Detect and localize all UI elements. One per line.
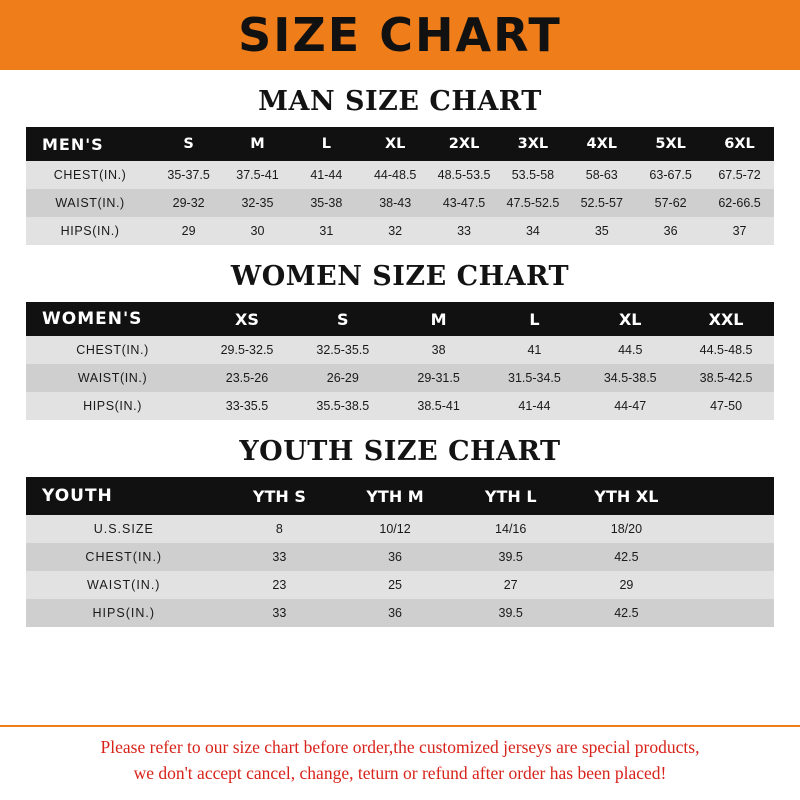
cell: 29.5-32.5	[220, 343, 274, 357]
column-header: 3XL	[517, 136, 549, 152]
cell: 48.5-53.5	[437, 168, 491, 182]
column-header: YTH M	[366, 486, 424, 506]
table-row	[26, 543, 774, 571]
table-row	[26, 336, 774, 364]
cell: 33	[272, 606, 287, 620]
cell: 38.5-42.5	[699, 371, 753, 385]
row-label: CHEST(IN.)	[53, 168, 127, 182]
table-row	[26, 364, 774, 392]
section-youth	[0, 436, 800, 627]
cell: 37.5-41	[236, 168, 279, 182]
section-title-women: WOMEN SIZE CHART	[230, 261, 570, 292]
cell: 52.5-57	[580, 196, 623, 210]
cell: 34	[525, 224, 540, 238]
table-row	[26, 217, 774, 245]
cell: 38	[431, 343, 446, 357]
cell: 57-62	[654, 196, 687, 210]
column-header: XS	[235, 309, 259, 329]
cell: 29	[181, 224, 196, 238]
cell: 42.5	[614, 550, 639, 564]
header-label-youth: YOUTH	[42, 486, 113, 506]
cell: 36	[388, 606, 402, 620]
cell: 39.5	[498, 606, 523, 620]
column-header: XL	[384, 136, 406, 152]
row-label: HIPS(IN.)	[83, 399, 142, 413]
cell: 38.5-41	[417, 399, 460, 413]
cell: 34.5-38.5	[603, 371, 657, 385]
column-header: M	[250, 136, 265, 152]
cell: 44-48.5	[373, 168, 417, 182]
row-label: HIPS(IN.)	[60, 224, 120, 238]
cell: 53.5-58	[511, 168, 555, 182]
cell: 33	[272, 550, 287, 564]
cell: 36	[663, 224, 678, 238]
cell: 44.5-48.5	[699, 343, 753, 357]
cell: 67.5-72	[718, 168, 761, 182]
cell-spacer	[684, 571, 774, 599]
cell: 38-43	[379, 196, 412, 210]
cell: 14/16	[495, 522, 527, 536]
cell: 32	[388, 224, 403, 238]
header-banner	[0, 0, 800, 70]
row-label: WAIST(IN.)	[77, 371, 148, 385]
cell: 27	[503, 578, 518, 592]
row-label: HIPS(IN.)	[92, 606, 155, 620]
column-header-spacer	[684, 477, 774, 515]
cell: 47-50	[710, 399, 743, 413]
footer-line-2: we don't accept cancel, change, teturn or refund after order has been placed!	[133, 762, 667, 783]
cell: 31	[319, 224, 334, 238]
cell: 30	[250, 224, 265, 238]
cell: 8	[275, 522, 283, 536]
cell: 35-38	[310, 196, 343, 210]
table-row	[26, 161, 774, 189]
cell: 32.5-35.5	[316, 343, 370, 357]
table-row	[26, 599, 774, 627]
cell: 44-47	[614, 399, 647, 413]
column-header: 2XL	[448, 136, 480, 152]
cell: 37	[732, 224, 747, 238]
section-man	[0, 86, 800, 245]
column-header: 5XL	[655, 136, 686, 152]
cell: 41-44	[310, 168, 343, 182]
cell: 35-37.5	[167, 168, 210, 182]
cell: 44.5	[618, 343, 643, 357]
table-row	[26, 571, 774, 599]
cell: 10/12	[379, 522, 411, 536]
cell: 58-63	[585, 168, 618, 182]
column-header: S	[183, 136, 194, 152]
column-header: XXL	[708, 309, 744, 329]
row-label: WAIST(IN.)	[87, 578, 161, 592]
section-women	[0, 261, 800, 420]
section-title-youth: YOUTH SIZE CHART	[239, 436, 561, 467]
cell: 18/20	[610, 522, 643, 536]
table-row	[26, 392, 774, 420]
cell: 39.5	[498, 550, 523, 564]
cell: 42.5	[614, 606, 639, 620]
column-header: YTH XL	[594, 486, 659, 506]
row-label: U.S.SIZE	[93, 522, 154, 536]
table-header-row	[26, 477, 774, 515]
row-label: CHEST(IN.)	[85, 550, 163, 564]
cell: 23.5-26	[225, 371, 269, 385]
cell: 62-66.5	[718, 196, 761, 210]
cell: 33	[457, 224, 471, 238]
table-man-sizes	[26, 127, 774, 245]
table-women-sizes	[26, 302, 774, 420]
column-header: XL	[618, 309, 642, 329]
cell: 26-29	[326, 371, 359, 385]
cell-spacer	[684, 543, 774, 571]
cell: 36	[388, 550, 402, 564]
cell: 32-35	[241, 196, 274, 210]
table-header-row	[26, 302, 774, 336]
row-label: WAIST(IN.)	[55, 196, 125, 210]
cell: 29-31.5	[417, 371, 460, 385]
header-label-women: WOMEN'S	[42, 309, 143, 329]
footer-note	[0, 725, 800, 800]
cell-spacer	[684, 599, 774, 627]
cell: 47.5-52.5	[506, 196, 560, 210]
column-header: L	[321, 136, 331, 152]
cell: 33-35.5	[225, 399, 269, 413]
cell: 43-47.5	[442, 196, 486, 210]
column-header: 6XL	[724, 136, 755, 152]
cell-spacer	[684, 515, 774, 543]
cell: 35	[594, 224, 609, 238]
column-header: YTH L	[484, 486, 537, 506]
header-label-men: MEN'S	[42, 134, 104, 154]
cell: 63-67.5	[649, 168, 692, 182]
column-header: M	[430, 309, 447, 329]
page-title: SIZE CHART	[238, 8, 562, 62]
table-row	[26, 515, 774, 543]
cell: 25	[388, 578, 402, 592]
cell: 29	[619, 578, 634, 592]
table-row	[26, 189, 774, 217]
table-header-row	[26, 127, 774, 161]
column-header: S	[337, 309, 349, 329]
cell: 23	[272, 578, 287, 592]
cell: 41	[527, 343, 542, 357]
column-header: YTH S	[252, 486, 306, 506]
cell: 41-44	[518, 399, 551, 413]
section-title-man: MAN SIZE CHART	[258, 86, 542, 117]
cell: 31.5-34.5	[508, 371, 561, 385]
column-header: 4XL	[586, 136, 618, 152]
cell: 35.5-38.5	[316, 399, 370, 413]
table-youth-sizes	[26, 477, 774, 627]
row-label: CHEST(IN.)	[76, 343, 149, 357]
cell: 29-32	[172, 196, 205, 210]
column-header: L	[529, 309, 540, 329]
footer-line-1: Please refer to our size chart before order,the customized jerseys are special products,	[100, 737, 700, 758]
